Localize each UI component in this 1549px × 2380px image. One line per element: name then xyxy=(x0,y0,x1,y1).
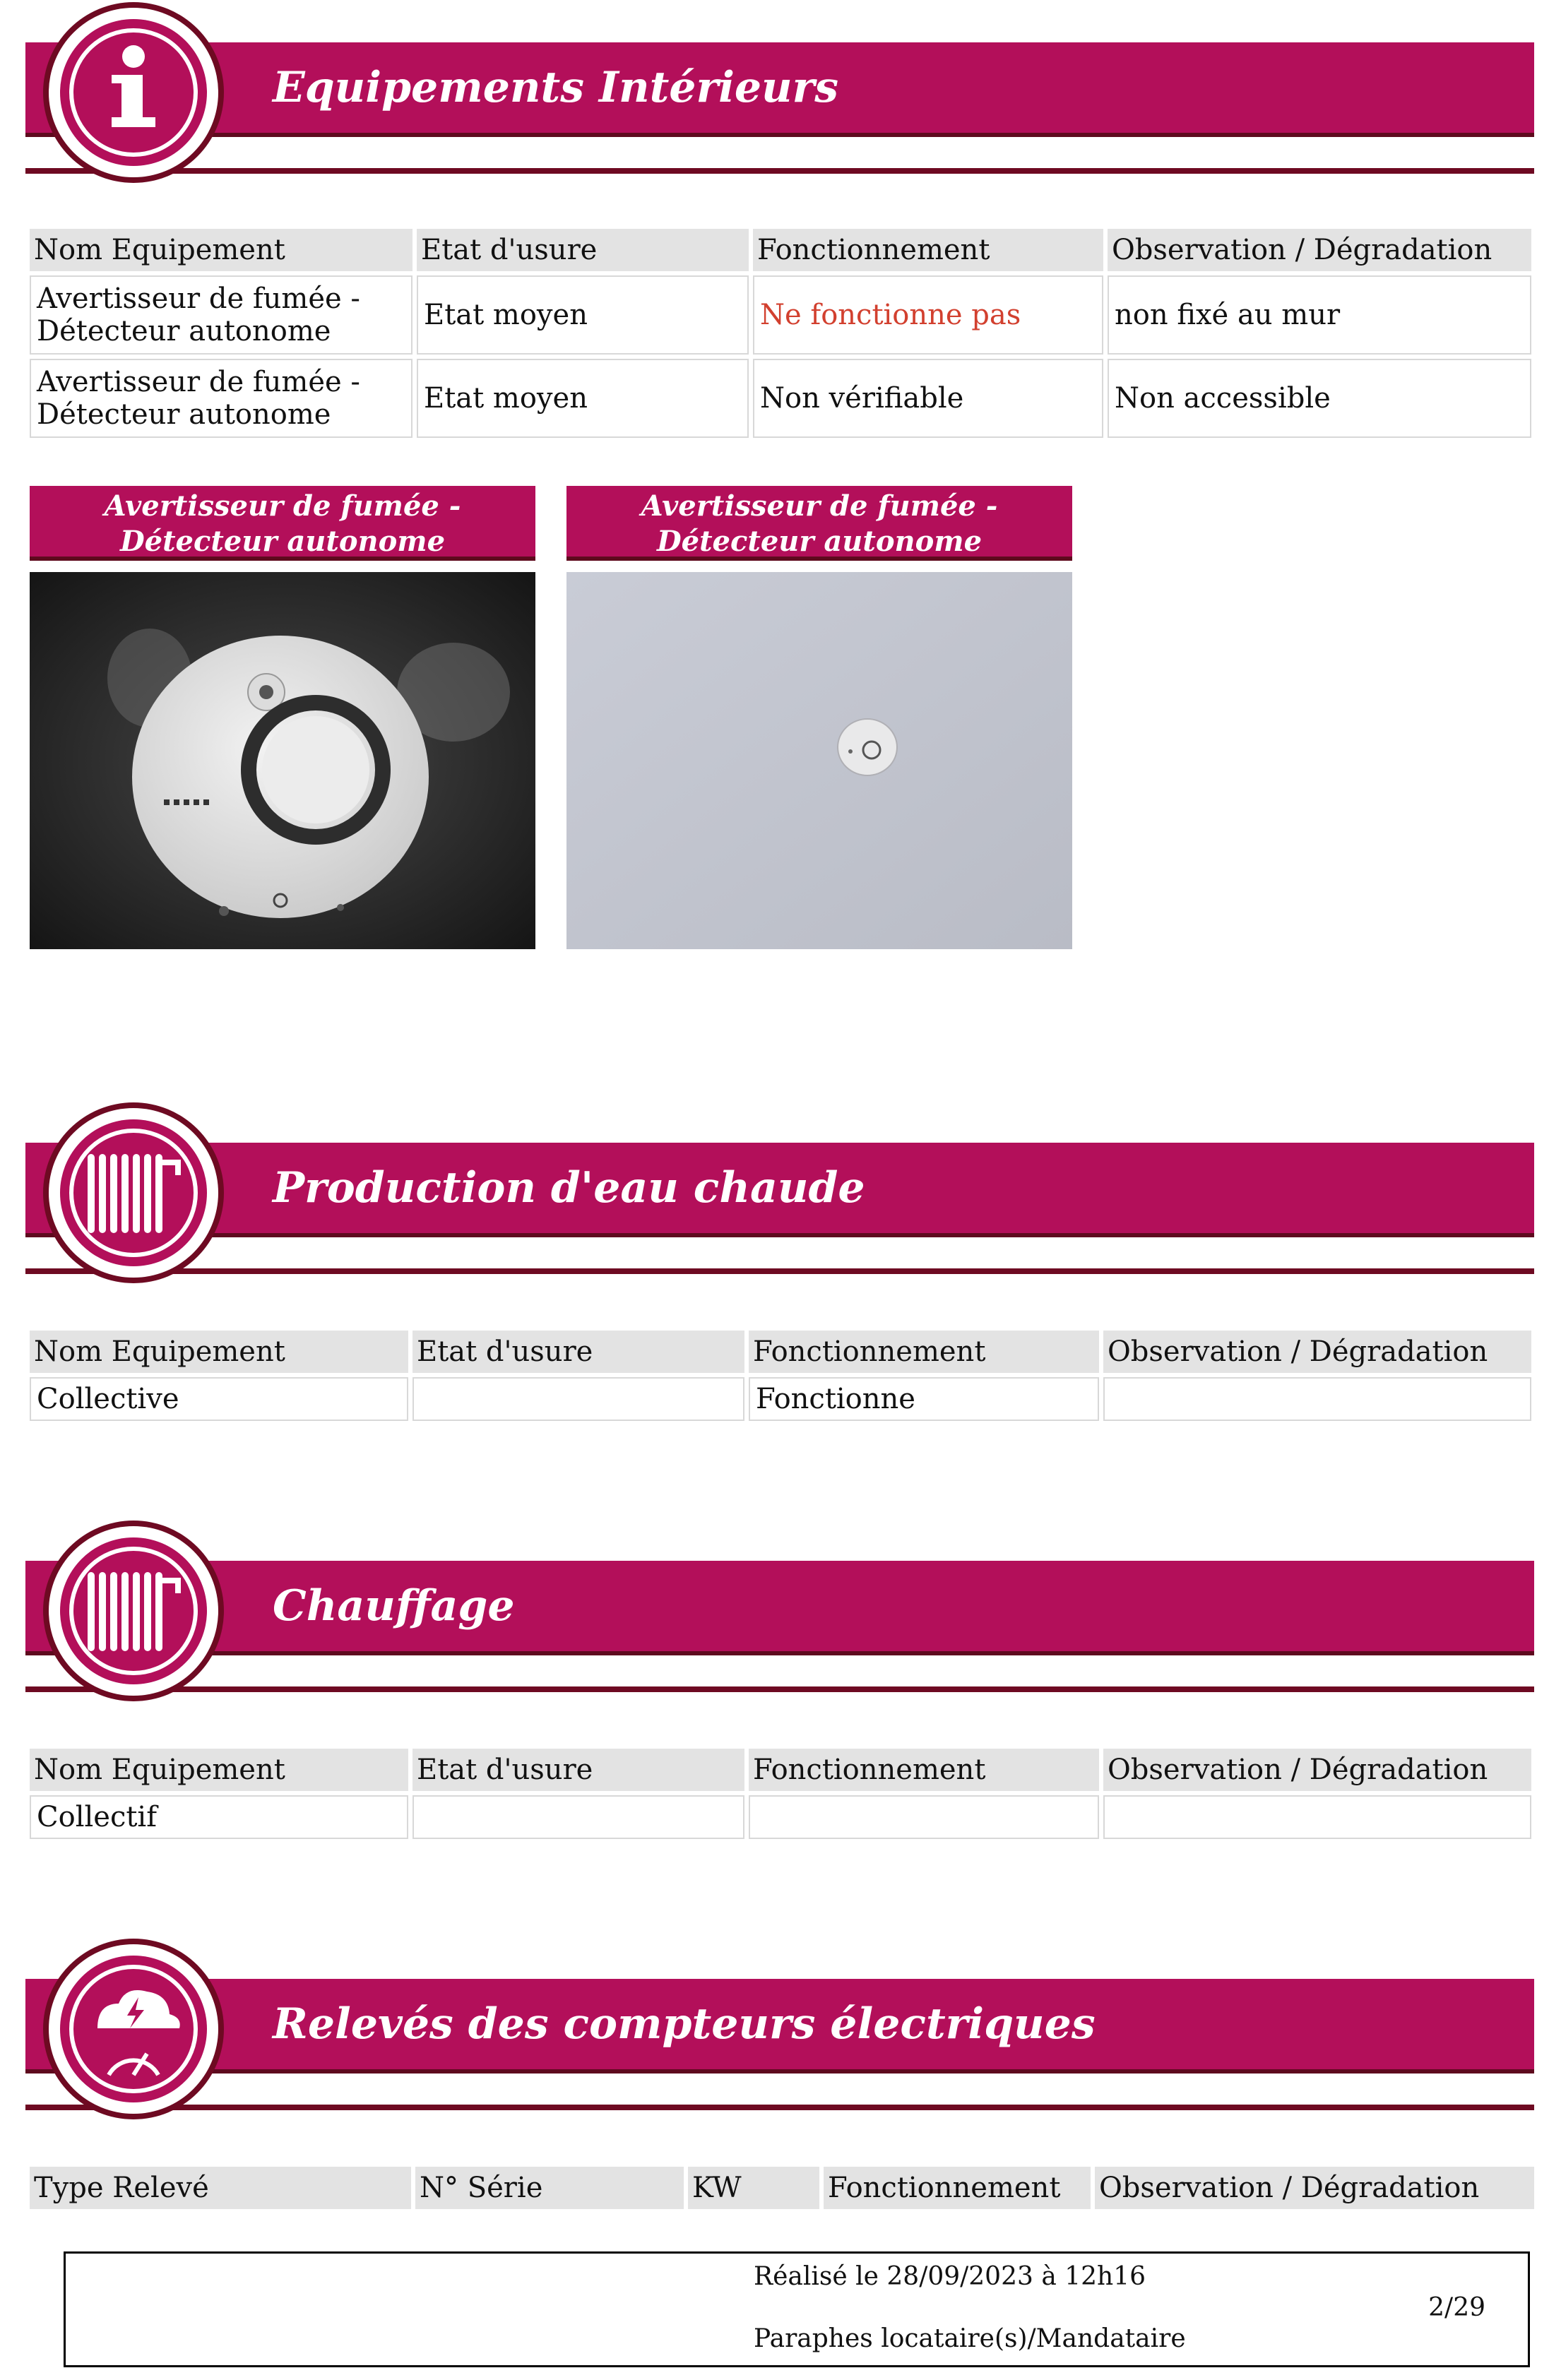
cell-nom: Collectif xyxy=(30,1795,408,1839)
col-numero-serie: N° Série xyxy=(415,2167,684,2209)
table-header-row xyxy=(30,1749,1531,1791)
col-observation: Observation / Dégradation xyxy=(1103,1749,1531,1791)
cell-observation: Non accessible xyxy=(1108,359,1531,438)
cell-observation xyxy=(1103,1795,1531,1839)
ceiling-detector-photo[interactable] xyxy=(566,572,1072,949)
section-title: Relevés des compteurs électriques xyxy=(273,1999,1096,2049)
table-row xyxy=(30,1377,1531,1421)
table-row xyxy=(30,359,1531,438)
footer-box xyxy=(64,2251,1530,2367)
electric-meter-icon xyxy=(41,1936,226,2122)
cell-observation: non fixé au mur xyxy=(1108,275,1531,355)
radiator-icon xyxy=(41,1100,226,1285)
info-icon xyxy=(41,0,226,185)
cell-observation xyxy=(1103,1377,1531,1421)
table-header-row xyxy=(30,1331,1531,1373)
photo-card xyxy=(30,486,535,949)
chauffage-table xyxy=(25,1744,1536,1843)
col-fonctionnement: Fonctionnement xyxy=(749,1749,1099,1791)
col-fonctionnement: Fonctionnement xyxy=(753,229,1103,271)
cell-etat xyxy=(413,1377,744,1421)
section-underline xyxy=(25,1686,1534,1692)
col-kw: KW xyxy=(688,2167,819,2209)
col-observation: Observation / Dégradation xyxy=(1103,1331,1531,1373)
footer-realise: Réalisé le 28/09/2023 à 12h16 xyxy=(754,2262,1146,2291)
section-underline xyxy=(25,1268,1534,1274)
col-type-releve: Type Relevé xyxy=(30,2167,411,2209)
col-etat-usure: Etat d'usure xyxy=(413,1331,744,1373)
col-etat-usure: Etat d'usure xyxy=(413,1749,744,1791)
col-nom-equipement: Nom Equipement xyxy=(30,1331,408,1373)
section-title: Chauffage xyxy=(273,1581,515,1631)
page-number: 2/29 xyxy=(1428,2293,1485,2322)
table-header-row xyxy=(30,229,1531,271)
equipements-table xyxy=(25,225,1536,442)
section-underline xyxy=(25,2105,1534,2110)
cell-etat: Etat moyen xyxy=(417,359,749,438)
cell-nom: Avertisseur de fumée - Détecteur autonome xyxy=(30,359,413,438)
cell-nom: Avertisseur de fumée - Détecteur autonome xyxy=(30,275,413,355)
cell-fonctionnement: Non vérifiable xyxy=(753,359,1103,438)
section-title: Equipements Intérieurs xyxy=(273,63,839,112)
section-banner xyxy=(25,1143,1534,1237)
col-nom-equipement: Nom Equipement xyxy=(30,229,413,271)
section-title: Production d'eau chaude xyxy=(273,1163,865,1213)
cell-fonctionnement: Fonctionne xyxy=(749,1377,1099,1421)
cell-etat: Etat moyen xyxy=(417,275,749,355)
col-fonctionnement: Fonctionnement xyxy=(749,1331,1099,1373)
section-banner xyxy=(25,1979,1534,2073)
radiator-icon xyxy=(41,1518,226,1703)
eau-chaude-table xyxy=(25,1326,1536,1425)
cell-nom: Collective xyxy=(30,1377,408,1421)
col-nom-equipement: Nom Equipement xyxy=(30,1749,408,1791)
col-fonctionnement: Fonctionnement xyxy=(824,2167,1091,2209)
table-row xyxy=(30,275,1531,355)
photo-caption: Avertisseur de fumée - Détecteur autonome xyxy=(566,486,1072,561)
photo-caption: Avertisseur de fumée - Détecteur autonome xyxy=(30,486,535,561)
table-row xyxy=(30,1795,1531,1839)
section-banner xyxy=(25,42,1534,137)
releves-table xyxy=(25,2162,1538,2213)
smoke-detector-photo[interactable] xyxy=(30,572,535,949)
col-observation: Observation / Dégradation xyxy=(1095,2167,1534,2209)
section-underline xyxy=(25,168,1534,174)
table-header-row xyxy=(30,2167,1534,2209)
cell-fonctionnement xyxy=(749,1795,1099,1839)
cell-etat xyxy=(413,1795,744,1839)
photo-card xyxy=(566,486,1072,949)
cell-fonctionnement: Ne fonctionne pas xyxy=(753,275,1103,355)
col-etat-usure: Etat d'usure xyxy=(417,229,749,271)
footer-paraphes: Paraphes locataire(s)/Mandataire xyxy=(754,2324,1186,2353)
section-banner xyxy=(25,1561,1534,1655)
col-observation: Observation / Dégradation xyxy=(1108,229,1531,271)
